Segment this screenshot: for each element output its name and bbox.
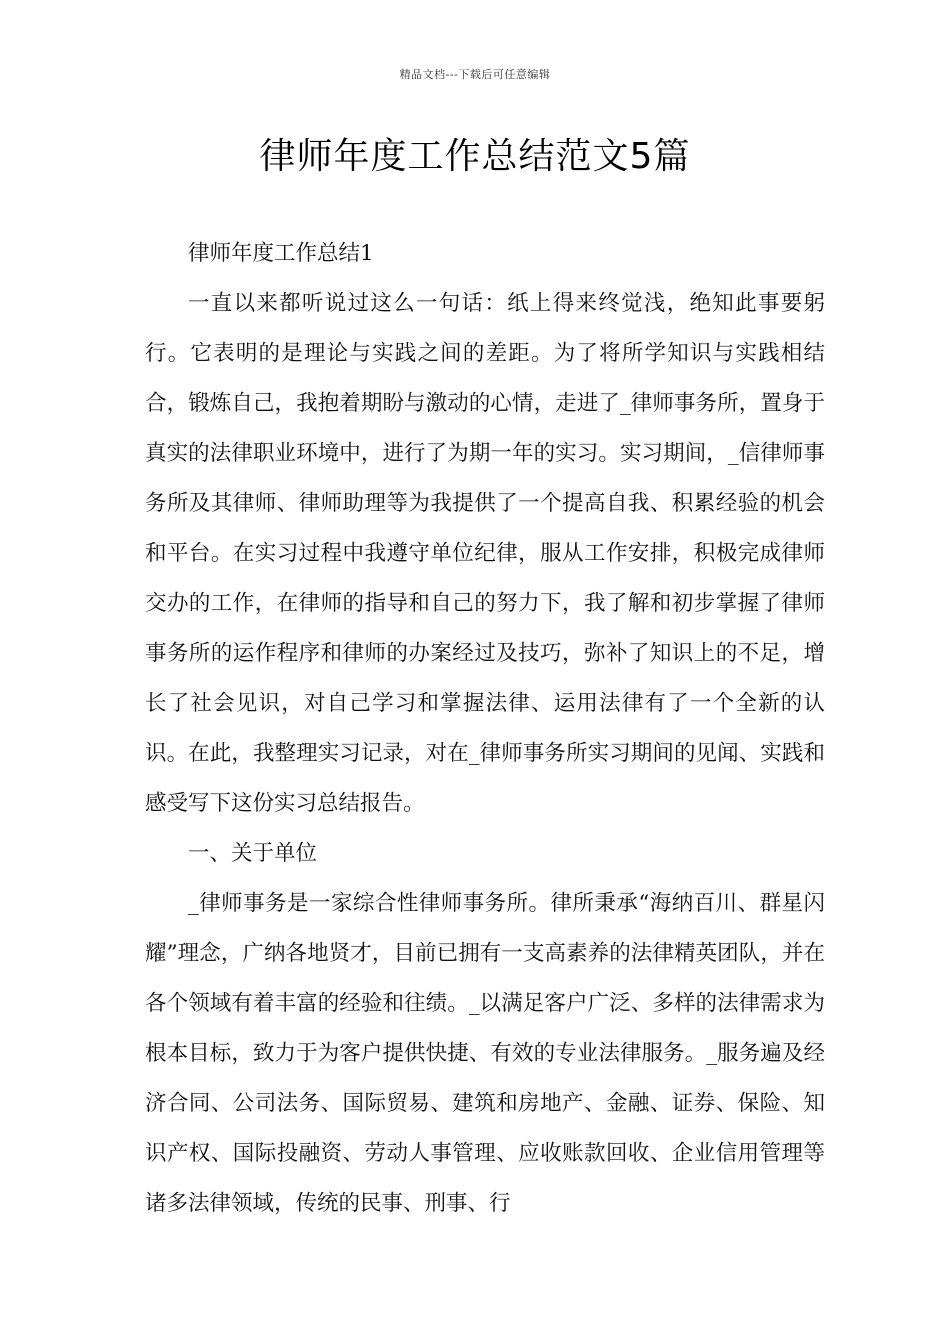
section-heading: 一、关于单位 bbox=[188, 841, 318, 866]
section-heading: 律师年度工作总结1 bbox=[188, 241, 374, 266]
paragraph: 一直以来都听说过这么一句话：纸上得来终觉浅，绝知此事要躬行。它表明的是理论与实践之间的差距。为了将所学知识与实践相结合，锻炼自己，我抱着期盼与激动的心情，走进了_律师事务所，置身于真实的法律职业环境中，进行了为期一年的实习。实习期间，_信律师事务所及其律师、律师助理等为我提供了一个提高自我、积累经验的机会和平台。在实习过程中我遵守单位纪律，服从工作安排，积极完成律师交办的工作，在律师的指导和自己的努力下，我了解和初步掌握了律师事务所的运作程序和律师的办案经过及技巧，弥补了知识上的不足，增长了社会见识，对自己学习和掌握法律、运用法律有了一个全新的认识。在此，我整理实习记录，对在_律师事务所实习期间的见闻、实践和感受写下这份实习总结报告。 bbox=[145, 291, 825, 816]
document-title: 律师年度工作总结范文5篇 bbox=[259, 136, 691, 177]
document-body bbox=[145, 229, 825, 1229]
header-note: 精品文档---下载后可任意编辑 bbox=[399, 68, 551, 81]
paragraph: _律师事务是一家综合性律师事务所。律所秉承“海纳百川、群星闪耀”理念，广纳各地贤才，目前已拥有一支高素养的法律精英团队，并在各个领域有着丰富的经验和往绩。_以满足客户广泛、多样的法律需求为根本目标，致力于为客户提供快捷、有效的专业法律服务。_服务遍及经济合同、公司法务、国际贸易、建筑和房地产、金融、证券、保险、知识产权、国际投融资、劳动人事管理、应收账款回收、企业信用管理等诸多法律领域，传统的民事、刑事、行 bbox=[145, 891, 825, 1216]
